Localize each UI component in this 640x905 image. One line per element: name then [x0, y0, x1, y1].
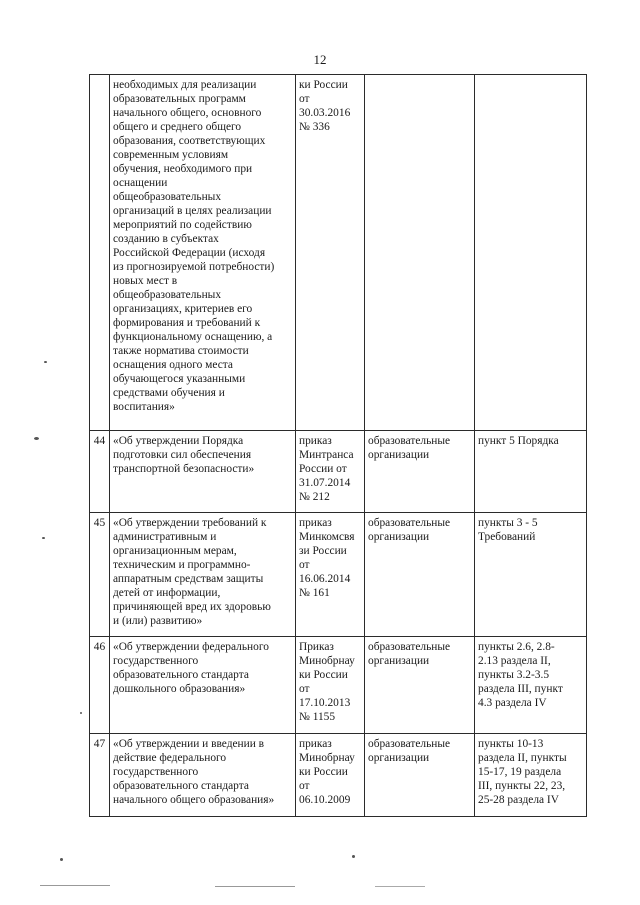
table-row [90, 513, 587, 637]
table-row [90, 431, 587, 513]
document-reference-cell: приказ Минобрнау ки России от 06.10.2009 [296, 734, 365, 817]
clause-cell [475, 75, 587, 431]
scan-speck [352, 855, 355, 858]
row-number-cell: 47 [90, 734, 110, 817]
clause-cell: пункт 5 Порядка [475, 431, 587, 513]
scan-speck [40, 885, 110, 886]
subject-cell: образовательные организации [365, 734, 475, 817]
clause-cell: пункты 3 - 5 Требований [475, 513, 587, 637]
requirements-table [89, 74, 587, 817]
document-title-cell: «Об утверждении Порядка подготовки сил обеспечения транспортной безопасности» [110, 431, 296, 513]
document-title-cell: «Об утверждении требований к административным и организационным мерам, техническим и программно- аппаратным средствам защиты детей от информации, причиняющей вред их здоровью и (или) развитию» [110, 513, 296, 637]
subject-cell: образовательные организации [365, 513, 475, 637]
scan-speck [42, 537, 45, 539]
row-number-cell: 46 [90, 637, 110, 734]
subject-cell: образовательные организации [365, 637, 475, 734]
table-row [90, 734, 587, 817]
clause-cell: пункты 2.6, 2.8- 2.13 раздела II, пункты 3.2-3.5 раздела III, пункт 4.3 раздела IV [475, 637, 587, 734]
scan-speck [44, 361, 47, 363]
row-number-cell: 45 [90, 513, 110, 637]
document-title-cell: «Об утверждении федерального государственного образовательного стандарта дошкольного образования» [110, 637, 296, 734]
row-number-cell: 44 [90, 431, 110, 513]
scan-speck [60, 858, 63, 861]
scan-speck [215, 886, 295, 887]
document-title-cell: «Об утверждении и введении в действие федерального государственного образовательного стандарта начального общего образования» [110, 734, 296, 817]
document-reference-cell: приказ Минтранса России от 31.07.2014 № 212 [296, 431, 365, 513]
document-reference-cell: приказ Минкомсвя зи России от 16.06.2014 № 161 [296, 513, 365, 637]
scan-speck [80, 712, 82, 714]
subject-cell [365, 75, 475, 431]
subject-cell: образовательные организации [365, 431, 475, 513]
row-number-cell [90, 75, 110, 431]
document-reference-cell: ки России от 30.03.2016 № 336 [296, 75, 365, 431]
scan-speck [34, 437, 39, 440]
scan-speck [375, 886, 425, 887]
page-number: 12 [313, 52, 327, 67]
document-reference-cell: Приказ Минобрнау ки России от 17.10.2013 № 1155 [296, 637, 365, 734]
table-row [90, 75, 587, 431]
clause-cell: пункты 10-13 раздела II, пункты 15-17, 19 раздела III, пункты 22, 23, 25-28 раздела IV [475, 734, 587, 817]
document-title-cell: необходимых для реализации образовательных программ начального общего, основного общего и среднего общего образования, соответствующих современным условиям обучения, необходимого при оснащении общеобразовательных организаций в целях реализации мероприятий по содействию созданию в субъектах Российской Федерации (исходя из прогнозируемой потребности) новых мест в общеобразовательных организациях, критериев его формирования и требований к функциональному оснащению, а также норматива стоимости оснащения одного места обучающегося указанными средствами обучения и воспитания» [110, 75, 296, 431]
table-row [90, 637, 587, 734]
